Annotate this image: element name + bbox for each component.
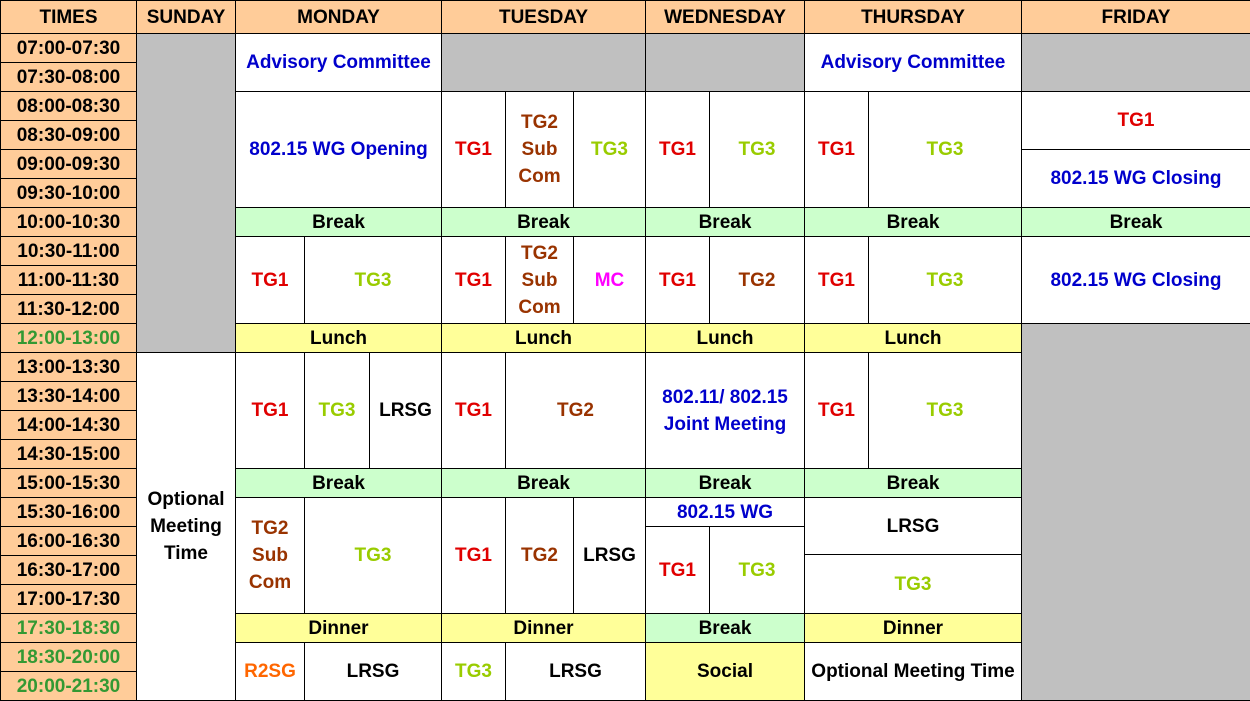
header-wednesday: WEDNESDAY [645, 0, 805, 34]
thursday-tg3-am1: TG3 [868, 91, 1022, 208]
wednesday-lunch: Lunch [645, 323, 805, 353]
tuesday-tg2-subcom-am2: TG2 Sub Com [505, 236, 574, 324]
tuesday-lrsg-evening: LRSG [505, 642, 646, 701]
friday-unused-morning [1021, 33, 1250, 92]
monday-break-pm: Break [235, 468, 442, 498]
monday-r2sg: R2SG [235, 642, 305, 701]
tuesday-tg1-am2: TG1 [441, 236, 506, 324]
tuesday-unused-block [441, 33, 646, 92]
time-slot: 20:00-21:30 [0, 671, 137, 701]
tuesday-lunch: Lunch [441, 323, 646, 353]
header-sunday: SUNDAY [136, 0, 236, 34]
wednesday-tg1-am1: TG1 [645, 91, 710, 208]
thursday-tg1-pm: TG1 [804, 352, 869, 469]
time-slot: 08:30-09:00 [0, 120, 137, 150]
wednesday-break-evening: Break [645, 613, 805, 643]
monday-tg3-pm: TG3 [304, 352, 370, 469]
thursday-optional-meeting: Optional Meeting Time [804, 642, 1022, 701]
time-slot: 17:30-18:30 [0, 613, 137, 643]
friday-break-am: Break [1021, 207, 1250, 237]
tuesday-mc: MC [573, 236, 646, 324]
time-slot: 11:00-11:30 [0, 265, 137, 295]
wednesday-break-am: Break [645, 207, 805, 237]
friday-tg1: TG1 [1021, 91, 1250, 150]
time-slot: 07:00-07:30 [0, 33, 137, 63]
friday-wg-closing-1: 802.15 WG Closing [1021, 149, 1250, 208]
monday-dinner: Dinner [235, 613, 442, 643]
time-slot: 08:00-08:30 [0, 91, 137, 121]
thursday-break-am: Break [804, 207, 1022, 237]
time-slot: 10:30-11:00 [0, 236, 137, 266]
monday-break-am: Break [235, 207, 442, 237]
wednesday-tg1-late: TG1 [645, 526, 710, 614]
wednesday-tg3-am1: TG3 [709, 91, 805, 208]
header-monday: MONDAY [235, 0, 442, 34]
thursday-dinner: Dinner [804, 613, 1022, 643]
tuesday-break-am: Break [441, 207, 646, 237]
tuesday-tg3-am1: TG3 [573, 91, 646, 208]
friday-unused-afternoon [1021, 323, 1250, 701]
header-friday: FRIDAY [1021, 0, 1250, 34]
tuesday-lrsg-late: LRSG [573, 497, 646, 614]
monday-lunch: Lunch [235, 323, 442, 353]
tuesday-break-pm: Break [441, 468, 646, 498]
thursday-break-pm: Break [804, 468, 1022, 498]
monday-tg2-subcom: TG2 Sub Com [235, 497, 305, 614]
monday-tg3-late: TG3 [304, 497, 442, 614]
tuesday-tg2-late: TG2 [505, 497, 574, 614]
thursday-tg3-pm: TG3 [868, 352, 1022, 469]
time-slot: 16:30-17:00 [0, 555, 137, 585]
tuesday-tg1-late: TG1 [441, 497, 506, 614]
thursday-tg3-am2: TG3 [868, 236, 1022, 324]
time-slot: 07:30-08:00 [0, 62, 137, 92]
monday-tg3-am: TG3 [304, 236, 442, 324]
monday-lrsg-pm: LRSG [369, 352, 442, 469]
time-slot: 14:00-14:30 [0, 410, 137, 440]
time-slot: 13:00-13:30 [0, 352, 137, 382]
tuesday-tg1-am1: TG1 [441, 91, 506, 208]
header-thursday: THURSDAY [804, 0, 1022, 34]
sunday-optional-meeting: Optional Meeting Time [136, 352, 236, 701]
thursday-tg1-am2: TG1 [804, 236, 869, 324]
tuesday-tg1-pm: TG1 [441, 352, 506, 469]
monday-tg1-am: TG1 [235, 236, 305, 324]
wednesday-tg3-late: TG3 [709, 526, 805, 614]
sunday-unused-block [136, 33, 236, 353]
monday-tg1-pm: TG1 [235, 352, 305, 469]
time-slot: 14:30-15:00 [0, 439, 137, 469]
tuesday-tg3-evening: TG3 [441, 642, 506, 701]
wednesday-unused-block [645, 33, 805, 92]
time-slot: 11:30-12:00 [0, 294, 137, 324]
thursday-tg1-am1: TG1 [804, 91, 869, 208]
thursday-lrsg-late: LRSG [804, 497, 1022, 555]
time-slot: 10:00-10:30 [0, 207, 137, 237]
wednesday-social: Social [645, 642, 805, 701]
wednesday-wg-short: 802.15 WG [645, 497, 805, 527]
monday-advisory-committee: Advisory Committee [235, 33, 442, 92]
time-slot: 09:30-10:00 [0, 178, 137, 208]
friday-wg-closing-2: 802.15 WG Closing [1021, 236, 1250, 324]
time-slot: 17:00-17:30 [0, 584, 137, 614]
thursday-lunch: Lunch [804, 323, 1022, 353]
tuesday-tg2-pm: TG2 [505, 352, 646, 469]
thursday-advisory-committee: Advisory Committee [804, 33, 1022, 92]
time-slot: 16:00-16:30 [0, 526, 137, 556]
time-slot: 15:00-15:30 [0, 468, 137, 498]
tuesday-tg2-subcom-am1: TG2 Sub Com [505, 91, 574, 208]
monday-wg-opening: 802.15 WG Opening [235, 91, 442, 208]
header-tuesday: TUESDAY [441, 0, 646, 34]
thursday-tg3-late: TG3 [804, 554, 1022, 614]
time-slot: 15:30-16:00 [0, 497, 137, 527]
wednesday-tg1-am2: TG1 [645, 236, 710, 324]
wednesday-tg2-am2: TG2 [709, 236, 805, 324]
monday-lrsg-evening: LRSG [304, 642, 442, 701]
header-times: TIMES [0, 0, 137, 34]
wednesday-break-pm: Break [645, 468, 805, 498]
time-slot: 13:30-14:00 [0, 381, 137, 411]
time-slot: 09:00-09:30 [0, 149, 137, 179]
time-slot: 18:30-20:00 [0, 642, 137, 672]
wednesday-joint-meeting: 802.11/ 802.15 Joint Meeting [645, 352, 805, 469]
tuesday-dinner: Dinner [441, 613, 646, 643]
time-slot: 12:00-13:00 [0, 323, 137, 353]
